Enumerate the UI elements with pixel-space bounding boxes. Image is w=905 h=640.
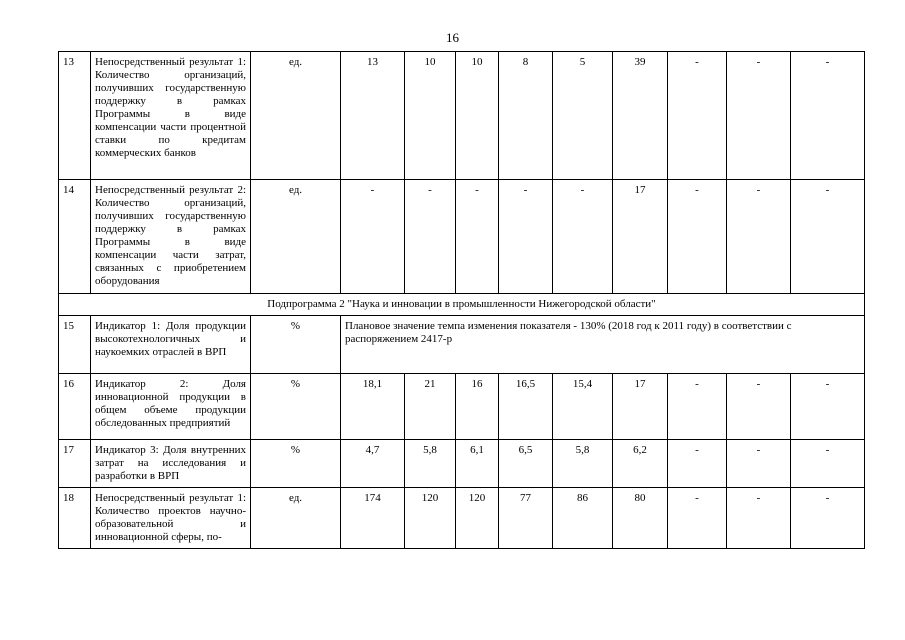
value-cell: - [791,52,865,180]
value-cell: - [791,180,865,294]
value-cell: 39 [613,52,668,180]
unit-cell: % [251,316,341,374]
value-cell: 5,8 [553,440,613,488]
value-cell: 86 [553,488,613,549]
value-cell: 17 [613,180,668,294]
row-number: 18 [59,488,91,549]
table-row [59,52,865,180]
value-cell: 6,2 [613,440,668,488]
indicator-name: Непосредственный результат 1: Количество организаций, получивших государственную поддержку в рамках Программы в виде компенсации части процентной ставки по кредитам коммерческих банков [91,52,251,180]
row-number: 14 [59,180,91,294]
value-cell: 77 [499,488,553,549]
value-cell: - [727,52,791,180]
unit-cell: % [251,374,341,440]
value-cell: - [405,180,456,294]
table-row [59,488,865,549]
page-number: 16 [446,30,459,45]
value-cell: - [668,374,727,440]
value-cell: - [668,52,727,180]
row-number: 15 [59,316,91,374]
indicators-table [58,51,865,549]
value-cell: - [791,488,865,549]
table-row [59,180,865,294]
value-cell: - [668,180,727,294]
value-cell: 10 [456,52,499,180]
value-cell: - [791,440,865,488]
value-cell: 120 [456,488,499,549]
value-cell: - [727,440,791,488]
value-cell: 120 [405,488,456,549]
indicator-name: Индикатор 1: Доля продукции высокотехнологичных и наукоемких отраслей в ВРП [91,316,251,374]
value-cell: - [341,180,405,294]
value-cell: 4,7 [341,440,405,488]
value-cell: - [456,180,499,294]
value-cell: - [727,180,791,294]
indicator-name: Индикатор 3: Доля внутренних затрат на исследования и разработки в ВРП [91,440,251,488]
value-cell: 10 [405,52,456,180]
section-title: Подпрограмма 2 "Наука и инновации в промышленности Нижегородской области" [59,294,865,316]
value-cell: - [499,180,553,294]
value-cell: 5,8 [405,440,456,488]
value-cell: 13 [341,52,405,180]
value-cell: 16,5 [499,374,553,440]
value-cell: - [727,488,791,549]
value-cell: 16 [456,374,499,440]
value-cell: 174 [341,488,405,549]
value-cell: 5 [553,52,613,180]
value-cell: - [727,374,791,440]
value-cell: 80 [613,488,668,549]
row-number: 17 [59,440,91,488]
unit-cell: ед. [251,180,341,294]
indicator-name: Непосредственный результат 2: Количество организаций, получивших государственную поддержку в рамках Программы в виде компенсации части затрат, связанных с приобретением оборудования [91,180,251,294]
indicator-name: Индикатор 2: Доля инновационной продукции в общем объеме продукции обследованных предприятий [91,374,251,440]
value-cell: 18,1 [341,374,405,440]
table-row [59,316,865,374]
table-row [59,374,865,440]
value-cell: 8 [499,52,553,180]
section-row [59,294,865,316]
value-cell: - [553,180,613,294]
row-number: 16 [59,374,91,440]
value-cell: 17 [613,374,668,440]
value-cell: 15,4 [553,374,613,440]
table-row [59,440,865,488]
value-cell: 6,1 [456,440,499,488]
unit-cell: ед. [251,488,341,549]
value-cell: - [668,440,727,488]
value-cell: 6,5 [499,440,553,488]
unit-cell: % [251,440,341,488]
value-cell: - [791,374,865,440]
row-number: 13 [59,52,91,180]
value-cell: - [668,488,727,549]
unit-cell: ед. [251,52,341,180]
indicator-name: Непосредственный результат 1: Количество проектов научно-образовательной и инновационной сферы, по- [91,488,251,549]
merged-note-cell: Плановое значение темпа изменения показателя - 130% (2018 год к 2011 году) в соответствии с распоряжением 2417-р [341,316,865,374]
value-cell: 21 [405,374,456,440]
